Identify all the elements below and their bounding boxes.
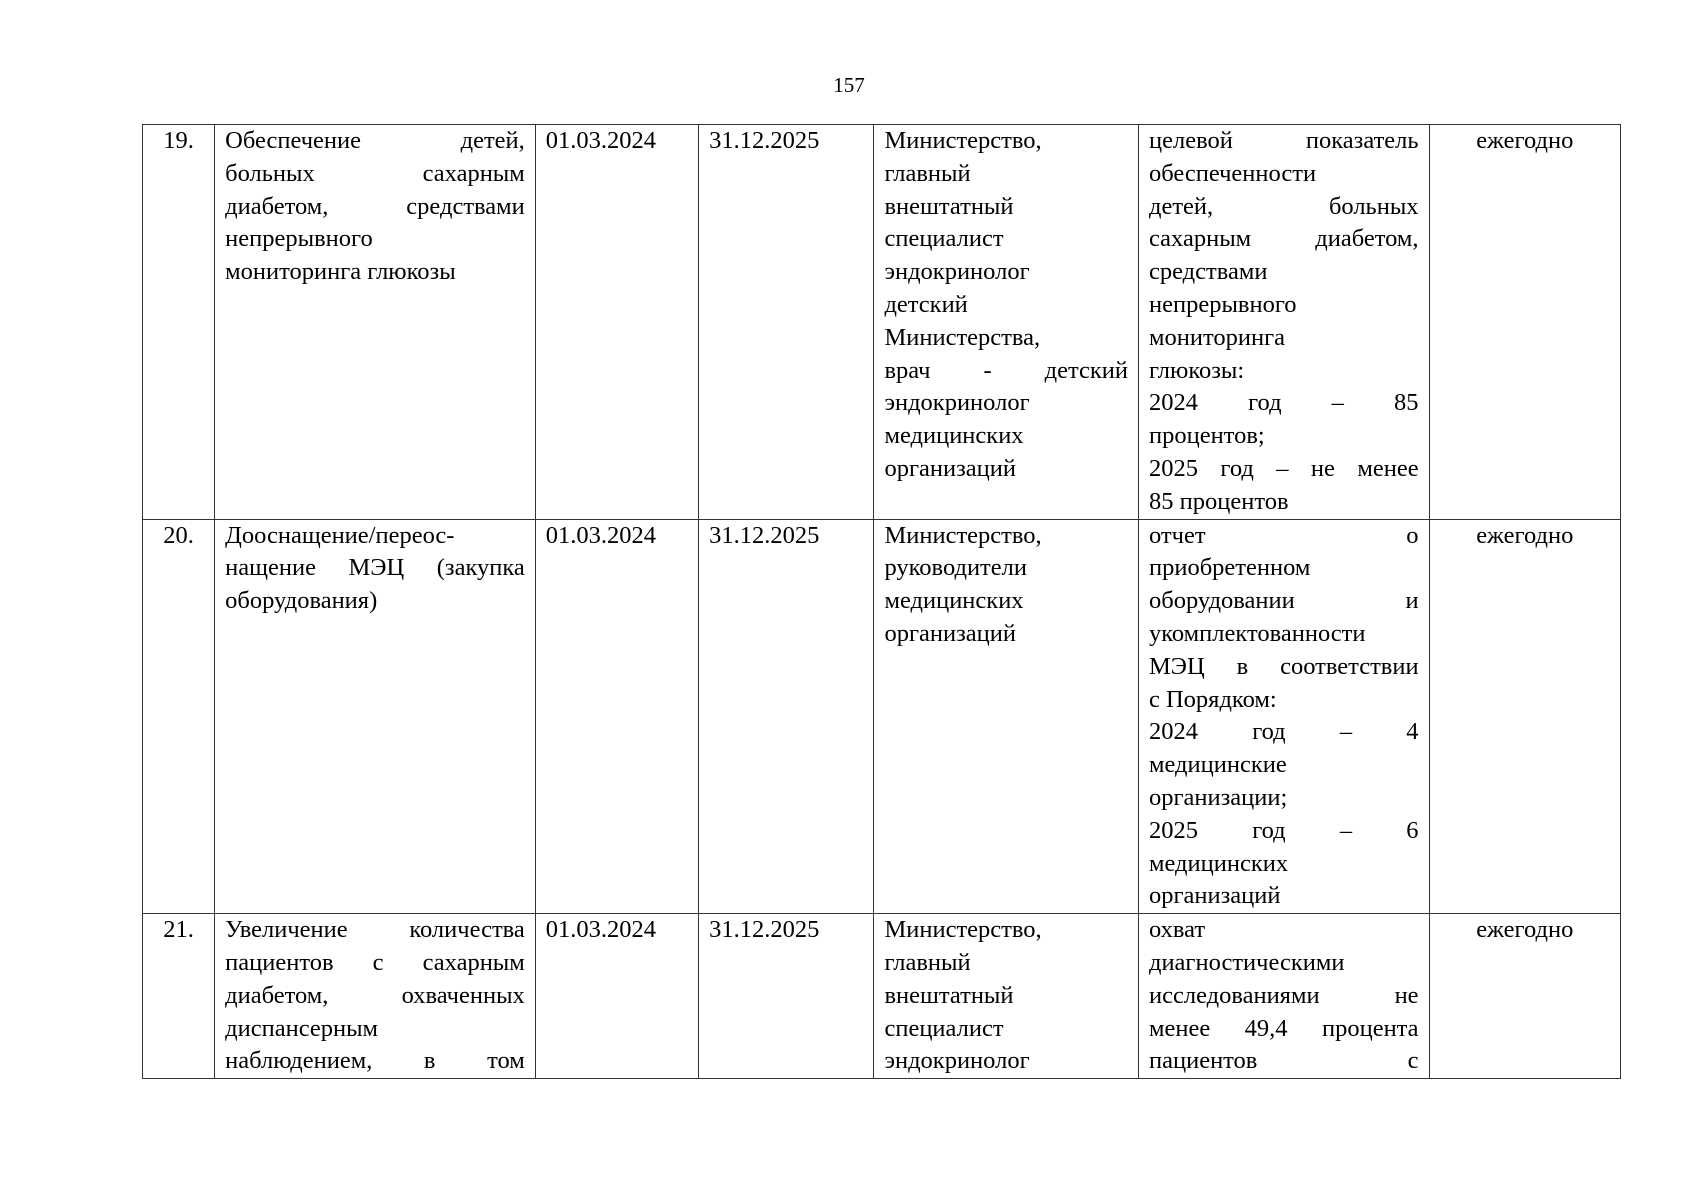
text-line: организации; <box>1148 783 1288 811</box>
text-line: внештатный <box>884 981 1014 1009</box>
text-line: глюкозы: <box>1148 356 1245 384</box>
end-date: 31.12.2025 <box>699 914 874 1079</box>
text-line: Министерство, <box>884 916 1042 944</box>
text-line: 85 процентов <box>1148 487 1289 515</box>
text-line: оборудования) <box>225 587 378 615</box>
text-line: больных сахарным <box>225 159 525 187</box>
text-line: диагностическими <box>1148 948 1345 976</box>
text-line: детей, больных <box>1148 192 1419 220</box>
text-line: 2024 год – 85 <box>1148 389 1419 417</box>
text-line: менее 49,4 процента <box>1148 1014 1419 1042</box>
start-date: 01.03.2024 <box>535 125 698 520</box>
text-line: внештатный <box>884 192 1014 220</box>
text-line: наблюдением, в том <box>225 1047 525 1075</box>
text-line: эндокринолог <box>884 389 1030 417</box>
text-line: 2025 год – 6 <box>1148 816 1419 844</box>
text-line: сахарным диабетом, <box>1148 225 1419 253</box>
expected-result <box>1138 519 1429 914</box>
periodicity: ежегодно <box>1429 125 1620 520</box>
text-line: охват <box>1148 916 1206 944</box>
responsible <box>874 125 1139 520</box>
text-line: Министерства, <box>884 323 1041 351</box>
text-line: непрерывного <box>1148 290 1297 318</box>
text-line: процентов; <box>1148 422 1265 450</box>
text-line: эндокринолог <box>884 258 1030 286</box>
text-line: организаций <box>884 454 1016 482</box>
table-row <box>143 125 1621 520</box>
text-line: нащение МЭЦ (закупка <box>225 554 525 582</box>
page-number: 157 <box>833 73 865 97</box>
text-line: медицинских <box>1148 849 1289 877</box>
responsible <box>874 914 1139 1079</box>
text-line: организаций <box>884 619 1016 647</box>
periodicity: ежегодно <box>1429 914 1620 1079</box>
row-number: 20. <box>143 519 215 914</box>
text-line: специалист <box>884 1014 1004 1042</box>
text-line: руководители <box>884 554 1027 582</box>
text-line: врач - детский <box>884 356 1128 384</box>
measure-name <box>215 125 536 520</box>
text-line: организаций <box>1148 882 1281 910</box>
text-line: Дооснащение/переос- <box>225 521 455 549</box>
text-line: пациентов с сахарным <box>225 948 525 976</box>
text-line: Министерство, <box>884 521 1042 549</box>
text-line: главный <box>884 159 971 187</box>
start-date: 01.03.2024 <box>535 519 698 914</box>
text-line: диабетом, средствами <box>225 192 525 220</box>
measure-name <box>215 519 536 914</box>
text-line: Обеспечение детей, <box>225 127 525 154</box>
table-row <box>143 519 1621 914</box>
text-line: главный <box>884 948 971 976</box>
text-line: детский <box>884 290 968 318</box>
text-line: специалист <box>884 225 1004 253</box>
text-line: медицинских <box>884 422 1024 450</box>
text-line: медицинских <box>884 587 1024 615</box>
text-line: укомплектованности <box>1148 619 1366 647</box>
text-line: мониторинга глюкозы <box>225 258 456 286</box>
text-line: мониторинга <box>1148 323 1285 351</box>
text-line: приобретенном <box>1148 554 1311 582</box>
measures-table <box>142 124 1621 1079</box>
text-line: Увеличение количества <box>225 916 525 944</box>
text-line: Министерство, <box>884 127 1042 154</box>
text-line: МЭЦ в соответствии <box>1148 652 1419 680</box>
text-line: 2024 год – 4 <box>1148 718 1419 746</box>
text-line: обеспеченности <box>1148 159 1317 187</box>
end-date: 31.12.2025 <box>699 125 874 520</box>
text-line: с Порядком: <box>1148 685 1277 713</box>
responsible <box>874 519 1139 914</box>
text-line: диабетом, охваченных <box>225 981 525 1009</box>
row-number: 21. <box>143 914 215 1079</box>
text-line: средствами <box>1148 258 1268 286</box>
start-date: 01.03.2024 <box>535 914 698 1079</box>
expected-result <box>1138 914 1429 1079</box>
text-line: оборудовании и <box>1148 587 1419 615</box>
expected-result <box>1138 125 1429 520</box>
text-line: эндокринолог <box>884 1047 1030 1075</box>
measure-name <box>215 914 536 1079</box>
row-number: 19. <box>143 125 215 520</box>
table-row <box>143 914 1621 1079</box>
text-line: отчет о <box>1148 521 1419 549</box>
text-line: 2025 год – не менее <box>1148 454 1419 482</box>
text-line: диспансерным <box>225 1014 379 1042</box>
periodicity: ежегодно <box>1429 519 1620 914</box>
text-line: исследованиями не <box>1148 981 1419 1009</box>
text-line: целевой показатель <box>1148 127 1419 154</box>
text-line: медицинские <box>1148 751 1287 779</box>
text-line: пациентов с <box>1148 1047 1419 1075</box>
text-line: непрерывного <box>225 225 373 253</box>
end-date: 31.12.2025 <box>699 519 874 914</box>
